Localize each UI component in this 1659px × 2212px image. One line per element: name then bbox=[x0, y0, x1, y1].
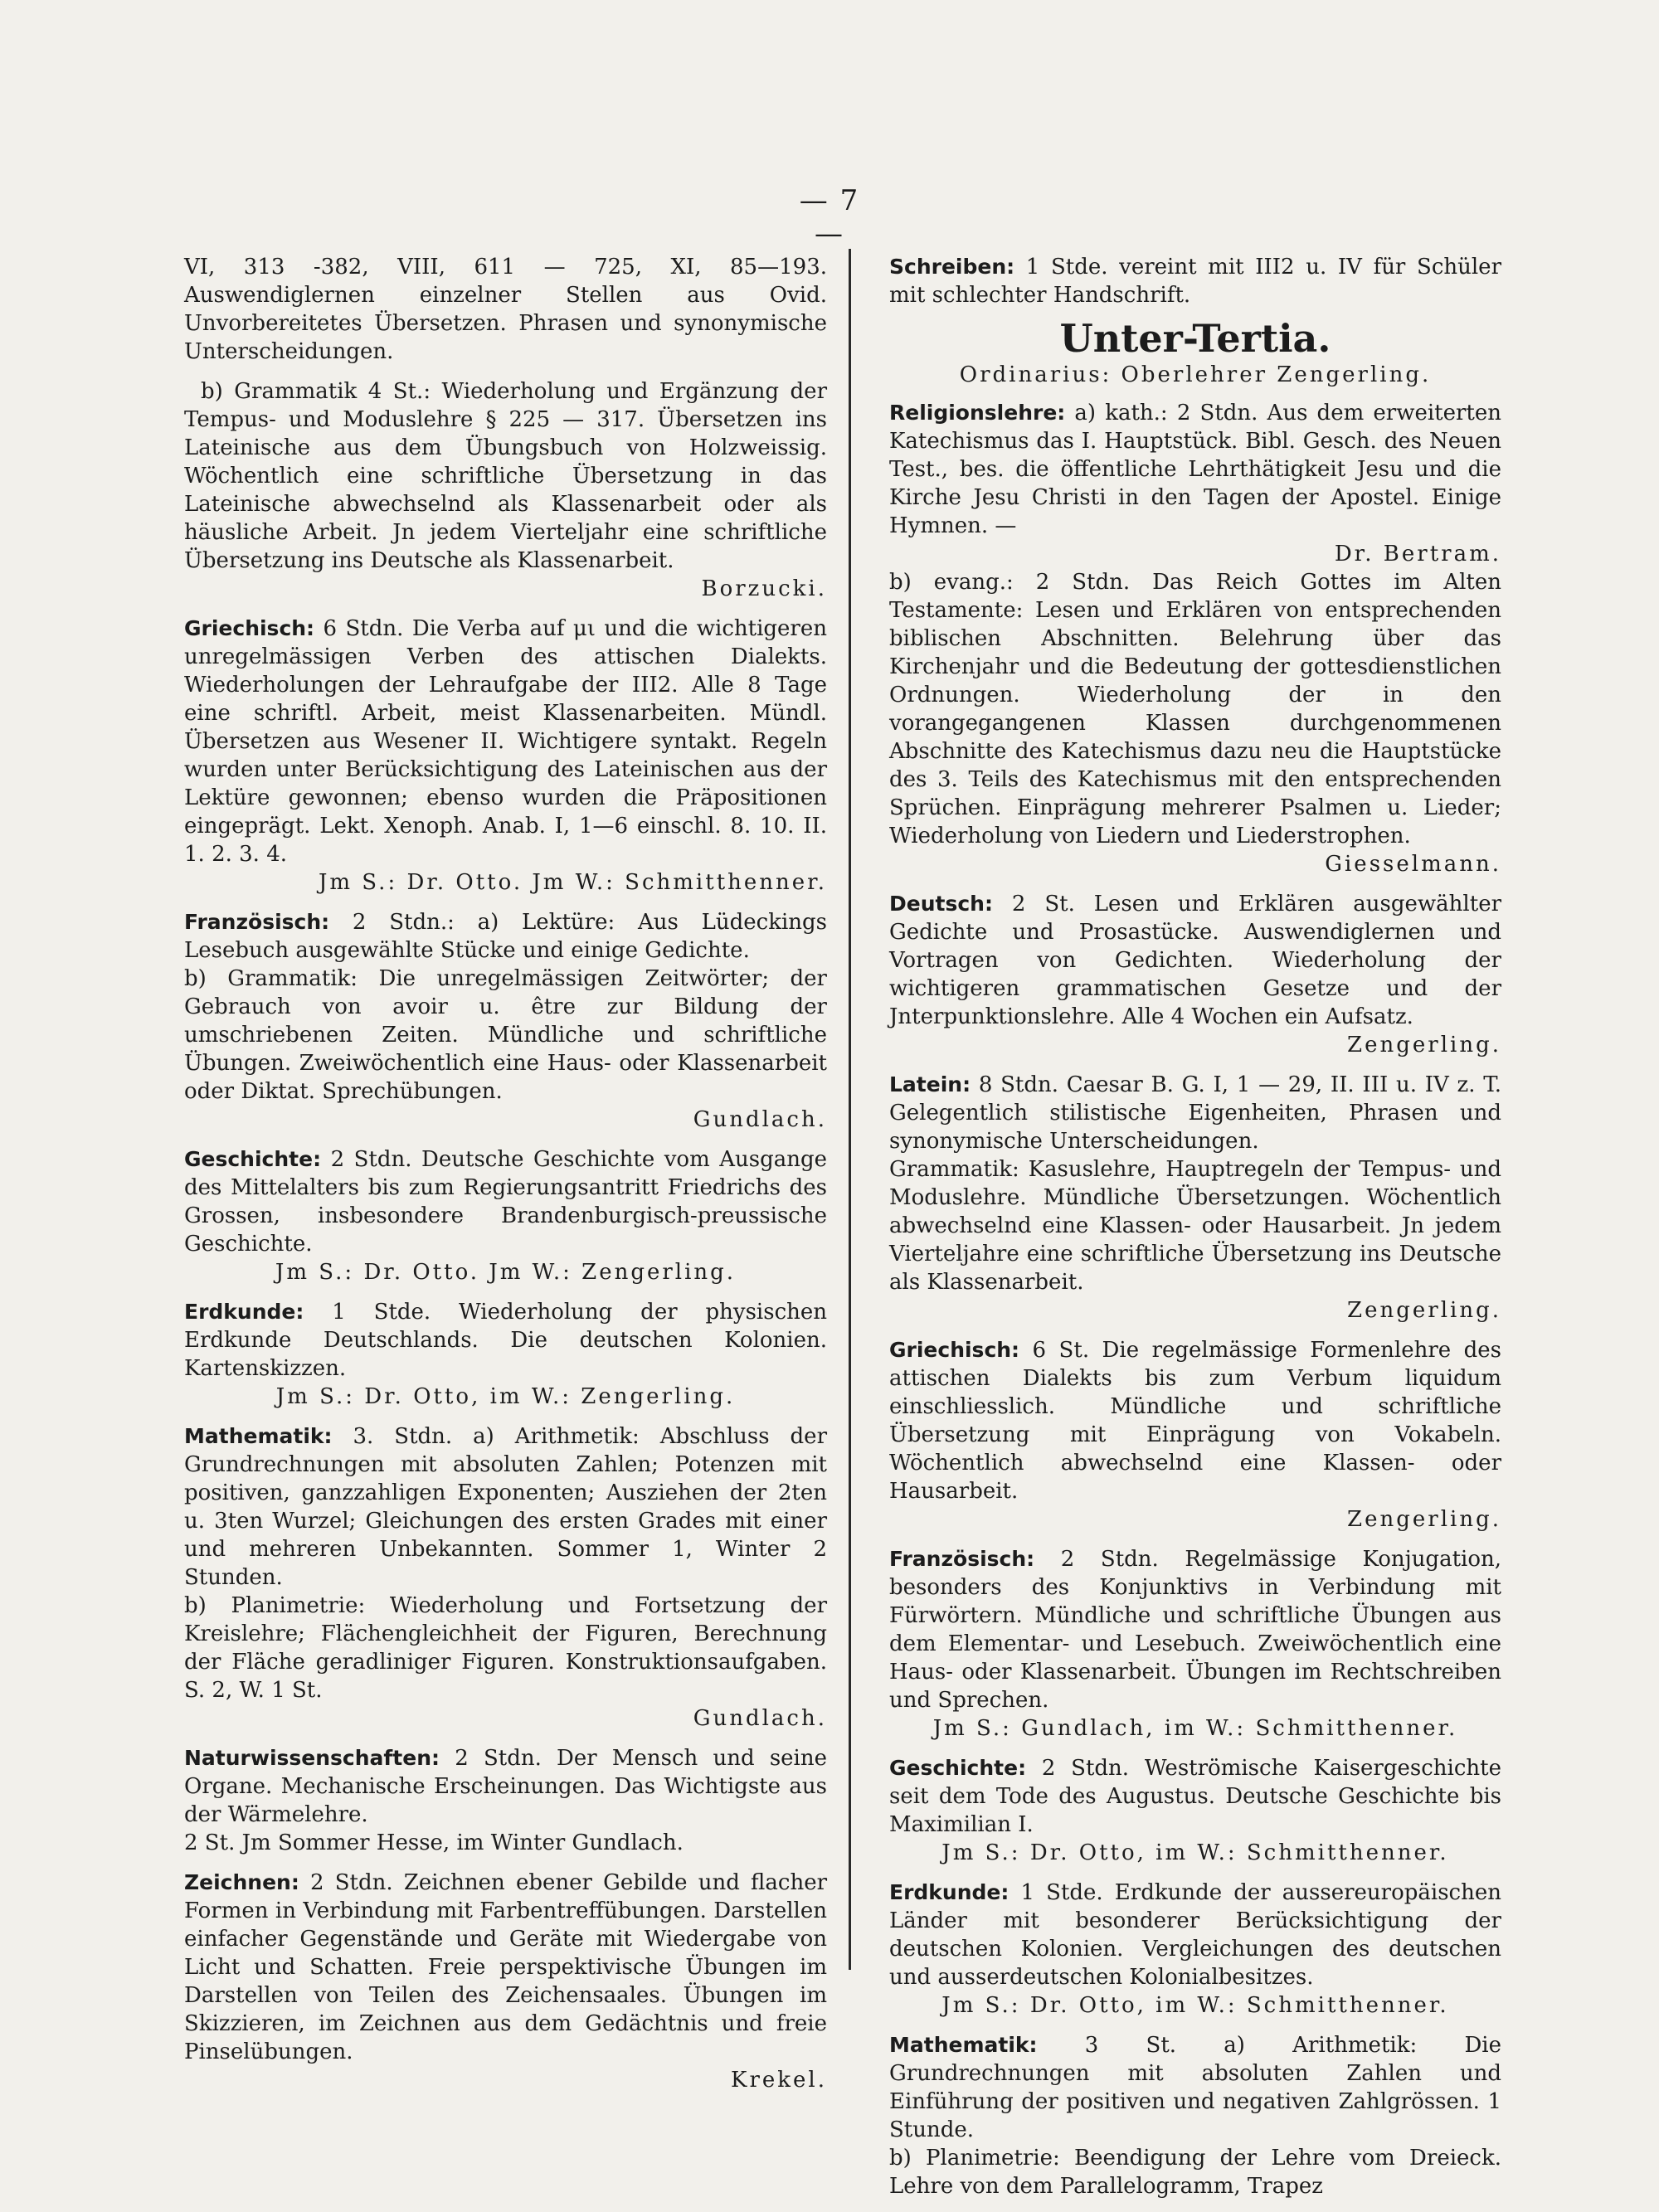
griechisch-text: 6 Stdn. Die Verba auf μι und die wichtigeren unregelmässigen Verben des attischen Dialekts. Wiederholungen der Lehraufgabe der III2. Alle 8 Tage eine schriftl. Arbeit, meist Klassenarbeiten. Mündl. Übersetzen aus Wesener II. Wichtigere syntakt. Regeln wurden unter Berücksichtigung des Lateinischen aus der Lektüre gewonnen; ebenso wurden die Präpositionen eingeprägt. Lekt. Xenoph. Anab. I, 1—6 einschl. 8. 10. II. 1. 2. 3. 4. bbox=[184, 616, 827, 867]
math-r-heading: Mathematik: bbox=[889, 2033, 1038, 2057]
zeich-teacher: Krekel. bbox=[731, 2068, 827, 2093]
franz-r-text: 2 Stdn. Regelmässige Konjugation, besonders des Konjunktivs in Verbindung mit Fürwörtern. Mündliche und schriftliche Übungen aus dem Elementar- und Lesebuch. Zweiwöchentlich eine Haus- oder Klassenarbeit. Übungen im Rechtschreiben und Sprechen. bbox=[889, 1547, 1502, 1713]
page-number: — 7 — bbox=[799, 184, 860, 250]
griech-section bbox=[889, 1336, 1501, 1534]
schreib-text: 1 Stde. vereint mit III2 u. IV für Schüler mit schlechter Handschrift. bbox=[889, 255, 1501, 308]
erd-r-teacher: Jm S.: Dr. Otto, im W.: Schmitthenner. bbox=[941, 1993, 1449, 2018]
left-column bbox=[184, 253, 827, 2106]
latein-grammar: Grammatik: Kasuslehre, Hauptregeln der Tempus- und Moduslehre. Mündliche Übersetzungen. Wöchentlich abwechselnd eine Klassen- oder Hausarbeit. Jn jedem Vierteljahre eine schriftliche Übersetzung ins Deutsche als Klassenarbeit. bbox=[889, 1157, 1501, 1295]
erd-r-section bbox=[889, 1879, 1501, 2020]
schreib-heading: Schreiben: bbox=[889, 255, 1015, 279]
erd-r-text: 1 Stde. Erdkunde der aussereuropäischen Länder mit besonderer Berücksichtigung der deutschen Kolonien. Vergleichungen des deutschen und ausserdeutschen Kolonialbesitzes. bbox=[889, 1880, 1501, 1990]
gesch-section bbox=[184, 1145, 827, 1286]
ordinarius: Ordinarius: Oberlehrer Zengerling. bbox=[959, 362, 1432, 387]
gesch-r-text: 2 Stdn. Weströmische Kaisergeschichte seit dem Tode des Augustus. Deutsche Geschichte bis Maximilian I. bbox=[889, 1756, 1501, 1837]
gesch-text: 2 Stdn. Deutsche Geschichte vom Ausgange des Mittelalters bis zum Regierungsantritt Friedrichs des Grossen, insbesondere Brandenburgisch-preussische Geschichte. bbox=[184, 1147, 827, 1257]
rel-text: a) kath.: 2 Stdn. Aus dem erweiterten Katechismus das I. Hauptstück. Bibl. Gesch. des Neuen Test., bes. die öffentliche Lehrthätigkeit Jesu und die Kirche Jesu Christi in den Tagen der Apostel. Einige Hymnen. — bbox=[889, 401, 1501, 538]
deutsch-heading: Deutsch: bbox=[889, 892, 993, 916]
natur-heading: Naturwissenschaften: bbox=[184, 1746, 440, 1770]
rel-evang-text: b) evang.: 2 Stdn. Das Reich Gottes im Alten Testamente: Lesen und Erklären von entsprechenden biblischen Abschnitten. Belehrung über das Kirchenjahr und die Bedeutung der gottesdienstlichen Ordnungen. Wiederholung der in den vorangegangenen Klassen durchgenommenen Abschnitte des Katechismus dazu neu die Hauptstücke des 3. Teils des Katechismus mit den entsprechenden Sprüchen. Einprägung mehrerer Psalmen u. Lieder; Wiederholung von Liedern und Liederstrophen. bbox=[889, 570, 1501, 848]
latein-text: 8 Stdn. Caesar B. G. I, 1 — 29, II. III u. IV z. T. Gelegentlich stilistische Eigenheiten, Phrasen und synonymische Unterscheidungen. bbox=[889, 1072, 1502, 1154]
right-column bbox=[889, 253, 1501, 2212]
rel-teacher: Dr. Bertram. bbox=[1334, 542, 1501, 566]
left-intro: VI, 313 -382, VIII, 611 — 725, XI, 85—193. Auswendiglernen einzelner Stellen aus Ovid. Unvorbereitetes Übersetzen. Phrasen und synonymische Unterscheidungen. bbox=[184, 255, 827, 364]
math-planimetry: b) Planimetrie: Wiederholung und Fortsetzung der Kreislehre; Flächengleichheit der Figuren, Berechnung der Fläche geradliniger Figuren. Konstruktionsaufgaben. S. 2, W. 1 St. bbox=[184, 1593, 827, 1703]
griech-heading: Griechisch: bbox=[889, 1338, 1020, 1362]
latin-grammar-text: b) Grammatik 4 St.: Wiederholung und Ergänzung der Tempus- und Moduslehre § 225 — 317. Übersetzen ins Lateinische aus dem Übungsbuch von Holzweissig. Wöchentlich eine schriftliche Übersetzung in das Lateinische abwechselnd als Klassenarbeit oder als häusliche Arbeit. Jn jedem Vierteljahr eine schriftliche Übersetzung ins Deutsche als Klassenarbeit. bbox=[184, 379, 827, 573]
natur-text: 2 Stdn. Der Mensch und seine Organe. Mechanische Erscheinungen. Das Wichtigste aus der Wärmelehre. bbox=[184, 1746, 828, 1827]
latein-teacher: Zengerling. bbox=[1347, 1298, 1501, 1323]
zeich-section bbox=[184, 1869, 827, 2094]
franz-heading: Französisch: bbox=[184, 910, 330, 934]
griechisch-heading: Griechisch: bbox=[184, 616, 315, 640]
zeich-heading: Zeichnen: bbox=[184, 1870, 299, 1894]
rel-section bbox=[889, 399, 1501, 878]
griechisch-teacher: Jm S.: Dr. Otto. Jm W.: Schmitthenner. bbox=[318, 870, 827, 895]
deutsch-text: 2 St. Lesen und Erklären ausgewählter Gedichte und Prosastücke. Auswendiglernen und Vortragen von Gedichten. Wiederholung der wichtigeren grammatischen Gesetze und der Jnterpunktionslehre. Alle 4 Wochen ein Aufsatz. bbox=[889, 892, 1502, 1029]
math-text: 3. Stdn. a) Arithmetik: Abschluss der Grundrechnungen mit absoluten Zahlen; Potenzen mit positiven, ganzzahligen Exponenten; Ausziehen der 2ten u. 3ten Wurzel; Gleichungen des ersten Grades mit einer und mehreren Unbekannten. Sommer 1, Winter 2 Stunden. bbox=[184, 1424, 827, 1590]
zeich-text: 2 Stdn. Zeichnen ebener Gebilde und flacher Formen in Verbindung mit Farbentreffübungen. Darstellen einfacher Gegenstände und Geräte mit Wiedergabe von Licht und Schatten. Freie perspektivische Übungen im Darstellen von Teilen des Zeichensaales. Übungen im Skizzieren, im Zeichnen aus dem Gedächtnis und freie Pinselübungen. bbox=[184, 1870, 828, 2064]
math-section bbox=[184, 1422, 827, 1733]
natur-section bbox=[184, 1744, 827, 1857]
schreib-section bbox=[889, 253, 1501, 309]
rel-evang-teacher: Giesselmann. bbox=[1325, 852, 1501, 877]
gesch-r-teacher: Jm S.: Dr. Otto, im W.: Schmitthenner. bbox=[941, 1840, 1449, 1865]
latin-grammar-teacher: Borzucki. bbox=[701, 576, 827, 601]
latein-section bbox=[889, 1071, 1501, 1325]
math-teacher: Gundlach. bbox=[693, 1706, 827, 1731]
franz-r-heading: Französisch: bbox=[889, 1547, 1035, 1571]
franz-teacher: Gundlach. bbox=[693, 1107, 827, 1132]
franz-grammar: b) Grammatik: Die unregelmässigen Zeitwörter; der Gebrauch von avoir u. être zur Bildung der umschriebenen Zeiten. Mündliche und schriftliche Übungen. Zweiwöchentlich eine Haus- oder Klassenarbeit oder Diktat. Sprechübungen. bbox=[184, 966, 827, 1104]
math-heading: Mathematik: bbox=[184, 1424, 333, 1448]
erd-teacher: Jm S.: Dr. Otto, im W.: Zengerling. bbox=[275, 1384, 736, 1409]
math-r-planimetry: b) Planimetrie: Beendigung der Lehre vom Dreieck. Lehre von dem Parallelogramm, Trapez bbox=[889, 2146, 1501, 2199]
gesch-r-heading: Geschichte: bbox=[889, 1756, 1027, 1780]
griechisch-section bbox=[184, 615, 827, 897]
griech-teacher: Zengerling. bbox=[1347, 1507, 1501, 1532]
deutsch-section bbox=[889, 890, 1501, 1059]
gesch-r-section bbox=[889, 1754, 1501, 1867]
natur-teachers: 2 St. Jm Sommer Hesse, im Winter Gundlach. bbox=[184, 1830, 684, 1855]
latin-grammar bbox=[184, 377, 827, 603]
column-divider bbox=[849, 249, 851, 1970]
erd-section bbox=[184, 1298, 827, 1411]
franz-text: 2 Stdn.: a) Lektüre: Aus Lüdeckings Lesebuch ausgewählte Stücke und einige Gedichte. bbox=[184, 910, 827, 963]
franz-r-section bbox=[889, 1545, 1501, 1743]
gesch-heading: Geschichte: bbox=[184, 1147, 322, 1171]
rel-heading: Religionslehre: bbox=[889, 401, 1066, 425]
math-r-section bbox=[889, 2031, 1501, 2200]
franz-r-teacher: Jm S.: Gundlach, im W.: Schmitthenner. bbox=[932, 1716, 1458, 1741]
deutsch-teacher: Zengerling. bbox=[1347, 1033, 1501, 1057]
gesch-teacher: Jm S.: Dr. Otto. Jm W.: Zengerling. bbox=[275, 1260, 737, 1285]
franz-section bbox=[184, 908, 827, 1134]
section-title: Unter-Tertia. bbox=[1059, 316, 1331, 361]
griech-text: 6 St. Die regelmässige Formenlehre des attischen Dialekts bis zum Verbum liquidum einschliesslich. Mündliche und schriftliche Übersetzung mit Einprägung von Vokabeln. Wöchentlich abwechselnd eine Klassen- oder Hausarbeit. bbox=[889, 1338, 1501, 1504]
erd-heading: Erdkunde: bbox=[184, 1300, 304, 1324]
math-r-text: 3 St. a) Arithmetik: Die Grundrechnungen mit absoluten Zahlen und Einführung der positiven und negativen Zahlgrössen. 1 Stunde. bbox=[889, 2033, 1502, 2142]
erd-text: 1 Stde. Wiederholung der physischen Erdkunde Deutschlands. Die deutschen Kolonien. Kartenskizzen. bbox=[184, 1300, 828, 1381]
latein-heading: Latein: bbox=[889, 1072, 971, 1096]
erd-r-heading: Erdkunde: bbox=[889, 1880, 1010, 1904]
